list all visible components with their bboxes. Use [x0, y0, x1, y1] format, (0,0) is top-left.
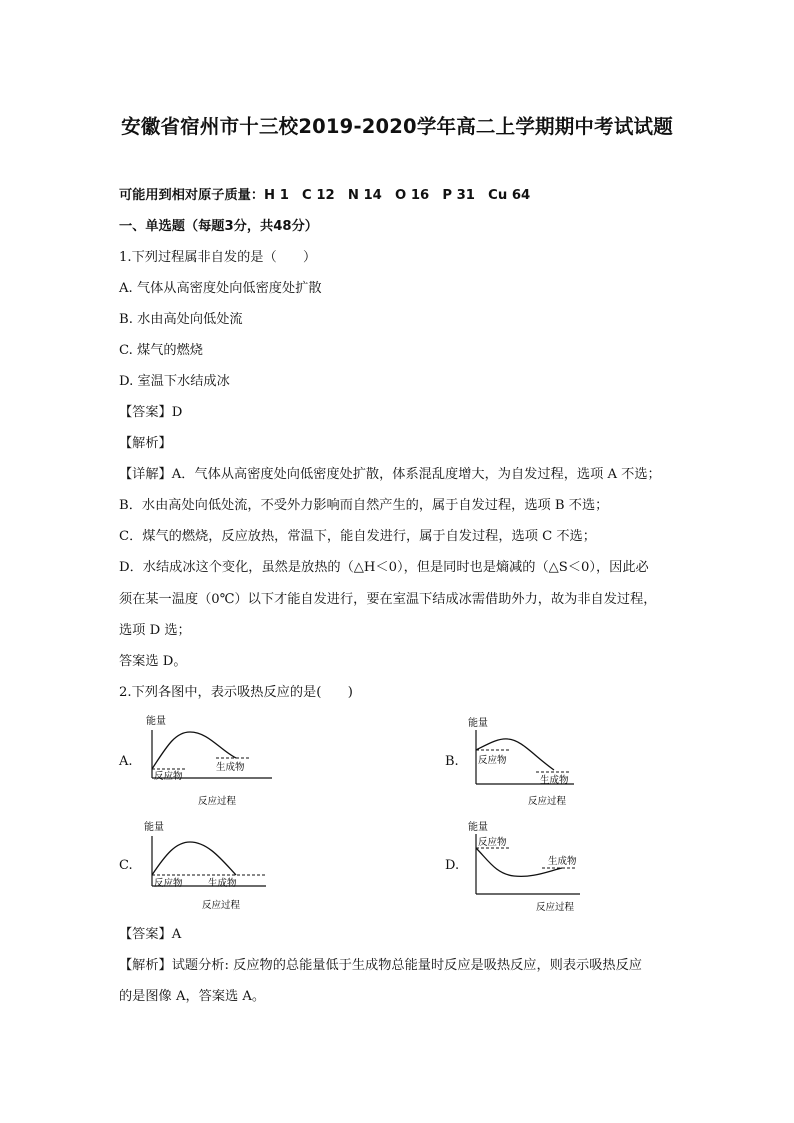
product-label: 生成物 — [216, 762, 245, 773]
x-axis-label: 反应过程 — [536, 902, 575, 913]
q1-stem: 1.下列过程属非自发的是（ ） — [119, 250, 317, 265]
q2-analysis-line: 【解析】试题分析: 反应物的总能量低于生成物总能量时反应是吸热反应，则表示吸热反应 — [119, 958, 642, 973]
q1-analysis-heading: 【解析】 — [119, 436, 172, 451]
energy-curve — [152, 842, 236, 875]
q1-option-b: B. 水由高处向低处流 — [119, 312, 243, 327]
q2-option-d-label: D. — [445, 858, 460, 873]
atomic-masses: 可能用到相对原子质量：H 1 C 12 N 14 O 16 P 31 Cu 64 — [119, 188, 531, 203]
reactant-label: 反应物 — [154, 771, 183, 782]
x-axis-label: 反应过程 — [198, 796, 237, 807]
q1-answer: 【答案】D — [119, 405, 183, 420]
q1-detail-line: 答案选 D。 — [119, 654, 187, 669]
energy-diagram-b — [462, 712, 602, 812]
reactant-label: 反应物 — [478, 755, 507, 766]
q1-detail-line: B．水由高处向低处流，不受外力影响而自然产生的，属于自发过程，选项 B 不选； — [119, 498, 609, 513]
product-label: 生成物 — [548, 856, 577, 867]
q2-option-a-label: A. — [119, 754, 133, 769]
y-axis-label: 能量 — [146, 716, 166, 727]
reactant-label: 反应物 — [478, 837, 507, 848]
energy-diagram-c — [138, 816, 278, 916]
q2-stem: 2.下列各图中，表示吸热反应的是( ) — [119, 685, 353, 700]
energy-diagram-d — [462, 816, 602, 916]
product-label: 生成物 — [540, 775, 569, 786]
q1-detail-line: 选项 D 选； — [119, 623, 191, 638]
q2-answer: 【答案】A — [119, 927, 182, 942]
q1-option-d: D. 室温下水结成冰 — [119, 374, 230, 389]
q1-detail-line: D．水结成冰这个变化，虽然是放热的（△H＜0），但是同时也是熵减的（△S＜0），因此必 — [119, 560, 649, 575]
section-heading: 一、单选题（每题3分，共48分） — [119, 219, 318, 234]
q1-detail-line: C．煤气的燃烧，反应放热，常温下，能自发进行，属于自发过程，选项 C 不选； — [119, 529, 596, 544]
q1-detail-line: 须在某一温度（0℃）以下才能自发进行，要在室温下结成冰需借助外力，故为非自发过程， — [119, 592, 657, 607]
q2-option-c-label: C. — [119, 858, 133, 873]
document-title: 安徽省宿州市十三校2019-2020学年高二上学期期中考试试题 — [121, 115, 673, 138]
y-axis-label: 能量 — [468, 822, 488, 833]
energy-diagram-a — [138, 712, 278, 812]
reactant-label: 反应物 — [154, 878, 183, 889]
q1-option-c: C. 煤气的燃烧 — [119, 343, 203, 358]
x-axis-label: 反应过程 — [202, 900, 241, 911]
q1-option-a: A. 气体从高密度处向低密度处扩散 — [119, 281, 322, 296]
y-axis-label: 能量 — [468, 718, 488, 729]
q2-analysis-line: 的是图像 A，答案选 A。 — [119, 989, 266, 1004]
x-axis-label: 反应过程 — [528, 796, 567, 807]
y-axis-label: 能量 — [144, 822, 164, 833]
q2-option-b-label: B. — [445, 754, 459, 769]
q1-detail-line: 【详解】A．气体从高密度处向低密度处扩散，体系混乱度增大，为自发过程，选项 A 不选； — [119, 467, 661, 482]
product-label: 生成物 — [208, 878, 237, 889]
